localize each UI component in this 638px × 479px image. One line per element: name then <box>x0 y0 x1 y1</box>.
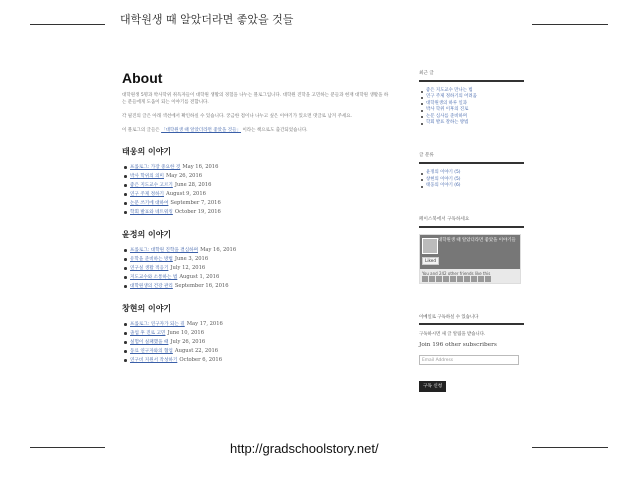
post-link[interactable]: 프롤로그: 연구자가 되는 길 <box>130 322 185 327</box>
post-link[interactable]: 실험이 실패했을 때 <box>130 340 169 345</box>
post-link[interactable]: 연구 주제 정하기 <box>130 192 164 197</box>
category-link[interactable]: 태웅의 이야기 (6) <box>426 183 524 189</box>
post-list-changhyun <box>122 320 390 365</box>
avatar <box>422 276 428 282</box>
list-item <box>130 282 390 291</box>
category-link[interactable]: 윤정의 이야기 (5) <box>426 170 524 176</box>
bottom-rule-right <box>532 447 608 448</box>
post-date: August 1, 2016 <box>179 274 220 280</box>
recent-posts-list <box>419 88 524 126</box>
avatar <box>478 276 484 282</box>
post-date: August 22, 2016 <box>174 348 219 354</box>
main-content <box>122 70 390 365</box>
list-item <box>130 338 390 347</box>
about-paragraph-2: 각 필진의 글은 아래 섹션에서 확인하실 수 있습니다. 궁금한 점이나 나누고 싶은 이야기가 있으면 댓글로 남겨 주세요. <box>122 114 353 119</box>
list-item <box>130 172 390 181</box>
list-item <box>130 264 390 273</box>
facebook-page-name[interactable]: 대학원생 때 알았더라면 좋았을 이야기들 <box>438 237 516 243</box>
recent-post-link[interactable]: 연구 주제 정하기의 어려움 <box>426 94 524 100</box>
post-date: May 16, 2016 <box>182 164 219 170</box>
avatar <box>450 276 456 282</box>
list-item <box>130 347 390 356</box>
category-link[interactable]: 창현의 이야기 (5) <box>426 177 524 183</box>
list-item <box>130 255 390 264</box>
list-item <box>130 273 390 282</box>
recent-post-link[interactable]: 학회 발표 잘하는 방법 <box>426 120 524 126</box>
list-item <box>130 356 390 365</box>
avatar <box>464 276 470 282</box>
post-link[interactable]: 유학을 준비하는 방법 <box>130 257 173 262</box>
facebook-friends-text: You and 242 other friends like this <box>422 270 491 276</box>
post-list-taewoong <box>122 163 390 217</box>
section-heading-changhyun: 창현의 이야기 <box>122 304 172 313</box>
post-date: June 28, 2016 <box>174 182 212 188</box>
post-date: June 3, 2016 <box>174 256 209 262</box>
post-link[interactable]: 지도교수와 소통하는 법 <box>130 275 178 280</box>
post-link[interactable]: 논문 쓰기에 대하여 <box>130 201 169 206</box>
subscribe-button[interactable]: 구독 신청 <box>419 381 446 392</box>
avatar <box>485 276 491 282</box>
page-title: About <box>122 70 163 86</box>
post-link[interactable]: 학회 발표와 네트워킹 <box>130 210 173 215</box>
category-list <box>419 170 524 189</box>
post-link[interactable]: 연구비 지원서 작성하기 <box>130 358 178 363</box>
blog-page <box>114 52 524 434</box>
recent-post-link[interactable]: 좋은 지도교수 만나는 법 <box>426 88 524 94</box>
post-date: July 12, 2016 <box>170 265 206 271</box>
join-subscribers-text: Join 196 other subscribers <box>419 341 497 348</box>
post-link[interactable]: 동료 연구자와의 협업 <box>130 349 173 354</box>
book-prefix: 이 블로그의 글들은 <box>122 128 162 133</box>
post-date: October 19, 2016 <box>174 209 221 215</box>
post-date: May 17, 2016 <box>186 321 223 327</box>
post-date: July 26, 2016 <box>170 339 206 345</box>
post-date: May 26, 2016 <box>165 173 203 179</box>
slide-title: 대학원생 때 알았더라면 좋았을 것들 <box>120 13 294 26</box>
subscribe-text: 구독하시면 새 글 알림을 받습니다. <box>419 331 486 337</box>
avatar <box>457 276 463 282</box>
book-suffix: 이라는 책으로도 출간되었습니다. <box>241 128 308 133</box>
recent-posts-heading: 최근 글 <box>419 71 434 76</box>
facebook-friend-avatars <box>422 276 491 282</box>
list-item <box>130 246 390 255</box>
post-link[interactable]: 대학원생의 건강 관리 <box>130 284 173 289</box>
divider <box>419 80 524 82</box>
post-link[interactable]: 좋은 지도교수 고르기 <box>130 183 173 188</box>
post-link[interactable]: 연구실 생활 적응기 <box>130 266 169 271</box>
email-field[interactable]: Email Address <box>419 355 519 365</box>
facebook-like-button[interactable]: Liked <box>422 257 439 265</box>
recent-post-link[interactable]: 대학원생의 하루 일과 <box>426 101 524 107</box>
post-list-yoonjung <box>122 246 390 291</box>
facebook-page-logo <box>422 238 438 254</box>
avatar <box>443 276 449 282</box>
post-date: October 6, 2016 <box>179 357 222 363</box>
top-rule-right <box>532 24 608 25</box>
divider <box>419 323 524 325</box>
post-link[interactable]: 프롤로그: 가장 중요한 것 <box>130 165 181 170</box>
about-paragraph-3 <box>122 127 390 134</box>
section-heading-yoonjung: 윤정의 이야기 <box>122 230 172 239</box>
book-link[interactable]: 「대학원생 때 알았더라면 좋았을 것들」 <box>161 128 242 133</box>
about-paragraph-1: 대학원생 5명과 박사학위 취득자들이 대학원 생활의 경험을 나누는 블로그입니다. 대학원 진학을 고민하는 분들과 현재 대학원 생활을 하는 분들에게 도움이 되는 이야기를 전합니다. <box>122 93 389 105</box>
facebook-heading: 페이스북에서 구독하세요 <box>419 216 470 222</box>
sidebar <box>419 70 524 392</box>
post-date: June 10, 2016 <box>167 330 205 336</box>
list-item <box>130 320 390 329</box>
avatar <box>436 276 442 282</box>
post-date: September 7, 2016 <box>170 200 221 206</box>
post-link[interactable]: 졸업 후 진로 고민 <box>130 331 166 336</box>
top-rule-left <box>30 24 105 25</box>
site-url[interactable]: http://gradschoolstory.net/ <box>230 441 379 456</box>
list-item <box>130 329 390 338</box>
post-link[interactable]: 프롤로그: 대학원 진학을 결심하며 <box>130 248 199 253</box>
post-date: September 16, 2016 <box>174 283 229 289</box>
recent-post-link[interactable]: 논문 심사를 준비하며 <box>426 114 524 120</box>
post-date: August 9, 2016 <box>165 191 206 197</box>
avatar <box>429 276 435 282</box>
recent-post-link[interactable]: 박사 학위 이후의 진로 <box>426 107 524 113</box>
divider <box>419 226 524 228</box>
post-link[interactable]: 박사 학위의 의미 <box>130 174 164 179</box>
subscribe-heading: 이메일로 구독하실 수 있습니다 <box>419 314 479 320</box>
list-item <box>130 208 390 217</box>
avatar <box>471 276 477 282</box>
facebook-widget[interactable] <box>419 234 521 284</box>
divider <box>419 162 524 164</box>
category-heading: 글 분류 <box>419 153 434 159</box>
list-item <box>130 181 390 190</box>
bottom-rule-left <box>30 447 105 448</box>
post-date: May 16, 2016 <box>200 247 237 253</box>
section-heading-taewoong: 태웅의 이야기 <box>122 147 172 156</box>
list-item <box>130 199 390 208</box>
list-item <box>130 190 390 199</box>
list-item <box>130 163 390 172</box>
